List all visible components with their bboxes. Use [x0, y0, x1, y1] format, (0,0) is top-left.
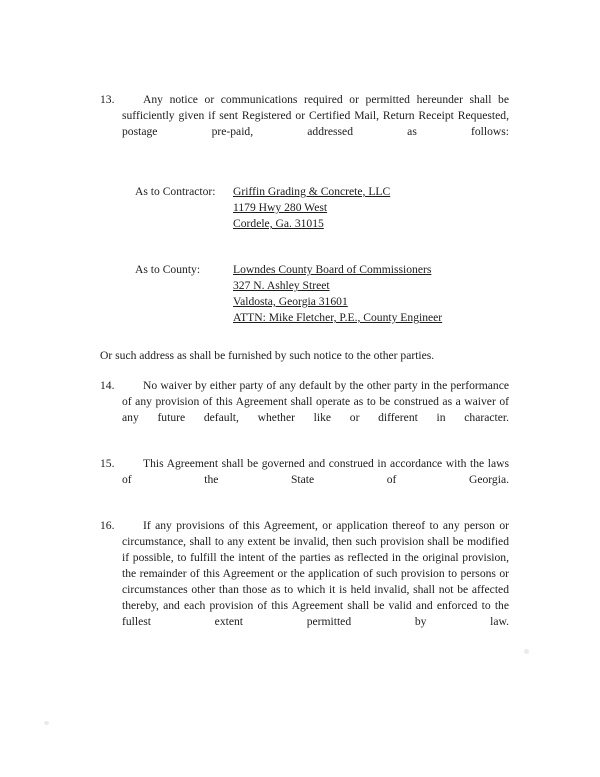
clause-15: [100, 456, 509, 504]
address-lines: [233, 262, 509, 326]
address-line: [233, 294, 509, 310]
address-line-text: Cordele, Ga. 31015: [233, 217, 324, 230]
address-line: [233, 216, 509, 232]
clause-14: [100, 378, 509, 442]
clause-16: [100, 518, 509, 646]
address-line-text: 1179 Hwy 280 West: [233, 201, 328, 214]
clause-text: If any provisions of this Agreement, or application thereof to any person or circumstance, shall to any extent be invalid, then such provision shall be modified if possible, to fulfill the intent of the parties as reflected in the original provision, the remainder of this Agreement or the application of such provision to persons or circumstances other than those as to which it is held invalid, shall not be affected thereby, and each provision of this Agreement shall be valid and enforced to the fullest extent permitted by law.: [122, 519, 509, 628]
address-block-county: [100, 262, 509, 326]
address-line: [233, 262, 509, 278]
clause-text: No waiver by either party of any default by the other party in the performance of any provision of this Agreement shall operate as to be construed as a waiver of any future default, whether like or different in character.: [122, 379, 509, 424]
address-line-text: 327 N. Ashley Street: [233, 279, 330, 292]
clause-number: 13.: [100, 93, 115, 106]
clause-number: 15.: [100, 457, 115, 470]
address-label: As to County:: [135, 263, 201, 276]
address-line: [233, 184, 509, 200]
address-line: [233, 310, 509, 326]
address-block-contractor: [100, 184, 509, 232]
clause-text: This Agreement shall be governed and construed in accordance with the laws of the State of Georgia.: [122, 457, 509, 486]
scan-speck: [44, 721, 49, 725]
address-line-text: Lowndes County Board of Commissioners: [233, 263, 432, 276]
address-line-text: ATTN: Mike Fletcher, P.E., County Engineer: [233, 311, 443, 324]
spacer: [100, 326, 509, 348]
clause-number: 16.: [100, 519, 115, 532]
address-line: [233, 200, 509, 216]
clause-text: Any notice or communications required or permitted hereunder shall be sufficiently given if sent Registered or Certified Mail, Return Receipt Requested, postage pre-paid, addressed as follows:: [122, 93, 509, 138]
spacer: [100, 232, 509, 262]
scan-speck: [524, 649, 529, 654]
spacer: [100, 170, 509, 184]
document-body: [100, 92, 509, 646]
clause-number: 14.: [100, 379, 115, 392]
address-line-text: Griffin Grading & Concrete, LLC: [233, 185, 391, 198]
address-line-text: Valdosta, Georgia 31601: [233, 295, 348, 308]
closing-note: Or such address as shall be furnished by such notice to the other parties.: [100, 349, 435, 362]
clause-13: [100, 92, 509, 156]
address-label: As to Contractor:: [135, 185, 216, 198]
address-lines: [233, 184, 509, 232]
address-line: [233, 278, 509, 294]
